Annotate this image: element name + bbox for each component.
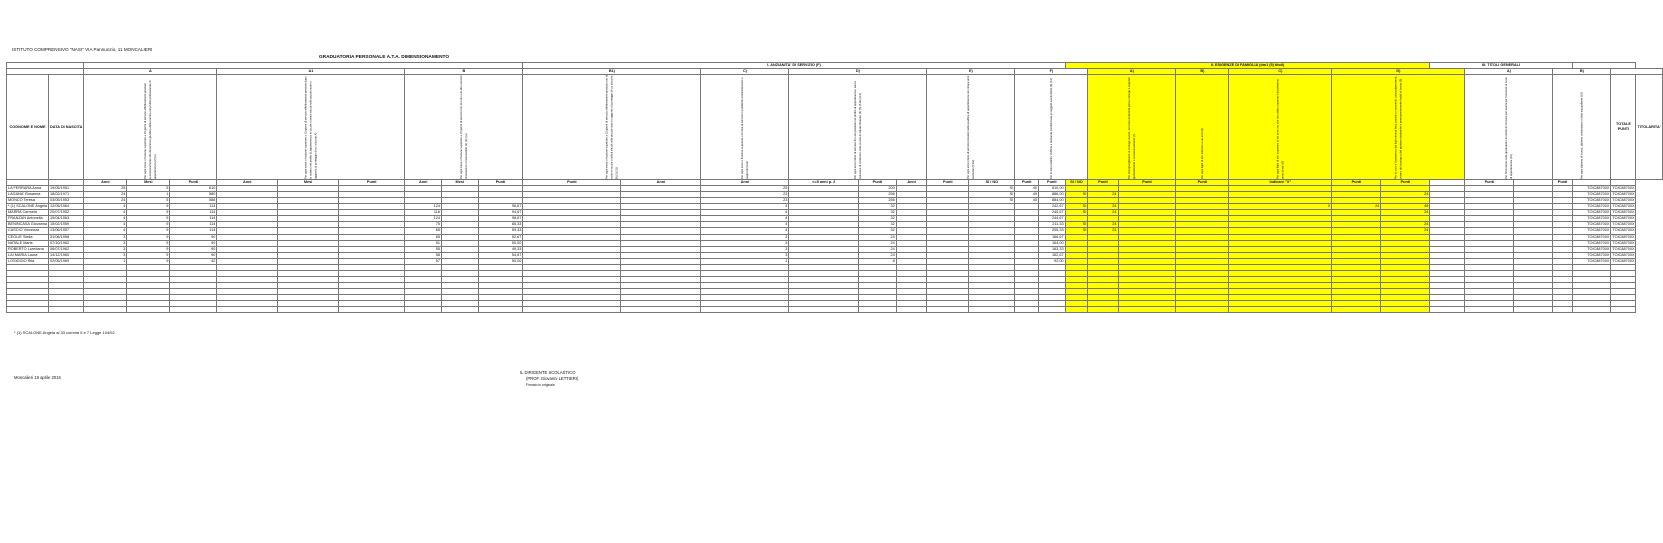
cell-f-punti: 40 — [1015, 186, 1039, 192]
cell-d-anni: 23 — [701, 192, 789, 198]
desc-b: Per ogni mese o frazione superiore a 15 giorni di servizio non di ruolo o di altro servizio riconosciuto o riconoscibile (3) (11) (a) — [405, 75, 523, 180]
subheader-punti: Punti — [1381, 180, 1430, 186]
signature-block — [520, 370, 578, 388]
desc-c: Per ogni anno o frazione superiore a 6 mesi di servizio in pubbliche amministrazioni o negli enti locali — [701, 75, 789, 180]
col-birth-header: DATA DI NASCITA — [49, 75, 84, 180]
cell-a-anni: 1 — [84, 258, 127, 264]
cell-empty — [1118, 307, 1176, 313]
signer-note: Firmato in originale — [526, 383, 555, 387]
cell-a-anni: 3 — [84, 240, 127, 246]
cell-name: FRANZAN Antonella — [7, 216, 49, 222]
cell-birth: 18/02/1971 — [49, 192, 84, 198]
cell-a-punti: 114 — [170, 204, 217, 210]
cell-name: NATALE Marie — [7, 240, 49, 246]
cell-ec-p — [1176, 307, 1229, 313]
cell-tot1: 162,67 — [1039, 252, 1066, 258]
col-b-label: B — [405, 69, 523, 75]
cell-a-mesi: 9 — [127, 204, 170, 210]
cell-name: LA FERRARA Anna — [7, 186, 49, 192]
col-eb-label: B) — [1176, 69, 1229, 75]
cell-tit — [1572, 307, 1611, 313]
cell-a-anni: 3 — [84, 234, 127, 240]
cell-empty — [278, 307, 339, 313]
cell-ea: SI — [1065, 210, 1088, 216]
cell-b-anni: 58 — [405, 252, 442, 258]
cell-opz: TOIC88700X — [1612, 258, 1635, 263]
footnote: * (1) SCALONE Angela al 33 comma 5 e 7 Legge 104/92 — [14, 330, 115, 335]
subheader-punti: Punti — [1118, 180, 1176, 186]
cell-birth — [49, 307, 84, 313]
cell-name: CASCIO Vincenza — [7, 228, 49, 234]
cell-a-mesi: 9 — [127, 234, 170, 240]
cell-a-punti: 588 — [170, 198, 217, 204]
cell-a-anni: 3 — [84, 252, 127, 258]
page-title: GRADUATORIA PERSONALE A.T.A. DIMENSIONAMENTO — [318, 55, 450, 60]
subheader-anni: Anni — [217, 180, 278, 186]
cell-name: CEGLIE Stella — [7, 234, 49, 240]
cell-birth: 15/04/1963 — [49, 216, 84, 222]
signer-name: (PROF. Giovanni LETTIERI) — [526, 376, 579, 381]
cell-a-anni: 4 — [84, 204, 127, 210]
cell-a-anni: 4 — [84, 210, 127, 216]
cell-ed — [1229, 307, 1332, 313]
cell-opz — [1611, 307, 1636, 313]
cell-opz: TOIC88700X — [1612, 186, 1635, 191]
subheader-punti: Punti — [1553, 180, 1572, 186]
cell-f: SI — [969, 198, 1015, 204]
cell-empty — [441, 307, 478, 313]
cell-a-anni: 25 — [84, 186, 127, 192]
cell-tit: TOIC88700X — [1572, 240, 1611, 246]
cell-d-punti: 200 — [859, 186, 897, 192]
col-tb-label: B) — [1553, 69, 1611, 75]
desc-ec: Per ogni figlio di eta' superiore ai sei anni, ma che non abbia superato il diciottesimo anno di eta' (8) — [1229, 75, 1332, 180]
col-titolarita-header: TITOLARITA' — [1636, 75, 1662, 180]
subheader-si: SI / NO — [969, 180, 1015, 186]
cell-d-punti — [859, 307, 897, 313]
cell-a-anni — [84, 307, 127, 313]
cell-ea: SI — [1065, 192, 1088, 198]
cell-name: ROBERTO Loredana — [7, 246, 49, 252]
cell-tot1: 164,00 — [1039, 240, 1066, 246]
cell-a-punti: 90 — [170, 234, 217, 240]
subheader-punti: Punti — [1465, 180, 1514, 186]
cell-tot1: 205,33 — [1039, 228, 1066, 234]
cell-empty — [896, 307, 927, 313]
col-a-label: A — [84, 69, 217, 75]
cell-a-anni: 24 — [84, 198, 127, 204]
cell-a-mesi: 9 — [127, 240, 170, 246]
cell-b-punti: 50,00 — [478, 258, 523, 264]
col-totale-header: TOTALE PUNTI — [1611, 75, 1636, 180]
cell-name: LOSIGGIO Rita — [7, 258, 49, 264]
cell-tot1: 884,00 — [1039, 198, 1066, 204]
cell-a-mesi — [127, 307, 170, 313]
cell-f-punti: 40 — [1015, 198, 1039, 204]
cell-a-mesi: 9 — [127, 246, 170, 252]
col-e-label: E) — [927, 69, 1015, 75]
subheader-punti: Punti — [523, 180, 621, 186]
cell-birth: 31/08/1958 — [49, 234, 84, 240]
cell-opz: TOIC88700X — [1612, 234, 1635, 239]
cell-tit: TOIC88700X — [1572, 216, 1611, 222]
subheader-punti: Punti — [478, 180, 523, 186]
cell-a-mesi: 1 — [127, 192, 170, 198]
cell-empty — [1430, 307, 1465, 313]
cell-b-anni: 124 — [405, 216, 442, 222]
cell-empty — [523, 307, 621, 313]
cell-birth: 02/05/1969 — [49, 258, 84, 264]
cell-f — [969, 307, 1015, 313]
subheader-punti: Punti — [1088, 180, 1118, 186]
desc-f: Per la sola mobilita' d'ufficio a domanda condizionata ai soggetti aventi diritto (6) (13) — [1015, 75, 1088, 180]
cell-ed-p: 24 — [1332, 204, 1381, 210]
cell-b-punti: 65,33 — [478, 222, 523, 228]
cell-a-punti: 114 — [170, 216, 217, 222]
cell-tot1: 211,33 — [1039, 222, 1066, 228]
cell-a-punti: 42 — [170, 258, 217, 264]
cell-name: MONCO Teresa — [7, 198, 49, 204]
subheader-punti: Punti — [338, 180, 404, 186]
cell-d-punti: 32 — [859, 210, 897, 216]
cell-birth: 19/05/1951 — [49, 186, 84, 192]
cell-a-mesi: 9 — [127, 258, 170, 264]
document-date: Moncalieri 19 aprile 2016 — [14, 375, 61, 380]
cell-birth: 12/05/1964 — [49, 204, 84, 210]
cell-b-anni: 124 — [405, 204, 442, 210]
cell-tit: TOIC88700X — [1572, 186, 1611, 192]
cell-tot1: 242,67 — [1039, 204, 1066, 210]
cell-d-anni: 4 — [701, 210, 789, 216]
cell-a-punti: 90 — [170, 246, 217, 252]
cell-tot-titoli: 24 — [1381, 192, 1430, 198]
cell-ed-p — [1332, 307, 1381, 313]
cell-a-punti: 610 — [170, 186, 217, 192]
cell-opz: TOIC88700X — [1612, 210, 1635, 215]
cell-ea: SI — [1065, 204, 1088, 210]
cell-ea-p: 24 — [1088, 222, 1118, 228]
subheader-punti: Punti — [927, 180, 969, 186]
cell-tot1: 886,00 — [1039, 192, 1066, 198]
cell-b-punti: 59,33 — [478, 228, 523, 234]
cell-tit: TOIC88700X — [1572, 210, 1611, 216]
cell-a-mesi: 5 — [127, 198, 170, 204]
cell-empty — [1553, 307, 1572, 313]
cell-a-punti: 114 — [170, 210, 217, 216]
cell-d-punti: 24 — [859, 252, 897, 258]
cell-tot-titoli: 24 — [1381, 228, 1430, 234]
cell-a-punti: 90 — [170, 252, 217, 258]
desc-b1: Per ogni mese o frazione superiore a 15 giorni di servizio effettivamente prestato non di ruolo in scuole o istituti situati nelle piccole isole in aggiunta al punteggio di cui al punto B) (3) (11) — [523, 75, 701, 180]
col-b1-label: B1) — [523, 69, 701, 75]
cell-a-punti: 114 — [170, 222, 217, 228]
cell-ea-p: 24 — [1088, 210, 1118, 216]
table-row — [7, 307, 1663, 313]
subheader-punti: Punti — [170, 180, 217, 186]
cell-opz: TOIC88700X — [1612, 198, 1635, 203]
col-d-label: D) — [789, 69, 927, 75]
cell-a-anni: 24 — [84, 192, 127, 198]
cell-d-anni: 4 — [701, 228, 789, 234]
cell-ea: SI — [1065, 228, 1088, 234]
subheader-anni: Anni — [701, 180, 789, 186]
subheader-indicare: Indicare "X" — [1229, 180, 1332, 186]
cell-tit: TOIC88700X — [1572, 204, 1611, 210]
cell-f: SI — [969, 186, 1015, 192]
cell-birth: 13/06/1957 — [49, 228, 84, 234]
subheader-anni: Anni — [896, 180, 927, 186]
cell-b-punti: 96,67 — [478, 204, 523, 210]
cell-ed: X — [1229, 204, 1332, 210]
cell-f-punti: 40 — [1015, 192, 1039, 198]
cell-b-punti: 98,67 — [478, 216, 523, 222]
col-ec-label: C) — [1229, 69, 1332, 75]
cell-d-anni: 23 — [701, 198, 789, 204]
cell-d-anni: 3 — [701, 246, 789, 252]
desc-d: Per ogni anno intero di servizio di ruolo prestato nel profilo di appartenenza, senza soluzione di continuita' nella scuola di attuale titolarita' (4) (5) (5 bis) (12) — [789, 75, 927, 180]
signer-role: IL DIRIGENTE SCOLASTICO — [520, 370, 576, 375]
cell-tit: TOIC88700X — [1572, 198, 1611, 204]
cell-b-anni: 55 — [405, 246, 442, 252]
subheader-punti: Punti — [1039, 180, 1066, 186]
cell-tit: TOIC88700X — [1572, 234, 1611, 240]
ranking-table — [6, 62, 1663, 313]
cell-birth: 15/02/1959 — [49, 222, 84, 228]
cell-a-mesi: 9 — [127, 216, 170, 222]
cell-name: * (1) SCALONE Angela — [8, 204, 48, 209]
cell-opz: TOIC88700X — [1612, 216, 1635, 221]
cell-f: SI — [969, 192, 1015, 198]
cell-d-punti: 8 — [859, 258, 897, 264]
cell-d-punti: 32 — [859, 222, 897, 228]
desc-a1: Per ogni mese o frazione superiore a 15 giorni di servizio effettivamente prestato dopo la nomina nel profilo di appartenenza in scuole o istituti situati nelle piccole isole in aggiunta al punteggio di cui al punto A) — [217, 75, 405, 180]
cell-e-punti — [927, 307, 969, 313]
cell-tit: TOIC88700X — [1572, 258, 1611, 264]
cell-opz: TOIC88700X — [1612, 252, 1635, 257]
cell-opz: TOIC88700X — [1612, 240, 1635, 245]
cell-a-mesi: 9 — [127, 210, 170, 216]
cell-a-punti: 580 — [170, 192, 217, 198]
cell-tit: TOIC88700X — [1572, 192, 1611, 198]
cell-tit: TOIC88700X — [1572, 228, 1611, 234]
cell-tot1: 240,67 — [1039, 210, 1066, 216]
cell-opz: TOIC88700X — [1612, 204, 1635, 209]
cell-ea-p: 24 — [1088, 192, 1118, 198]
cell-birth: 14/12/1960 — [49, 252, 84, 258]
subheader-mesi: Mesi — [441, 180, 478, 186]
col-a1-label: A1 — [217, 69, 405, 75]
cell-opz: TOIC88700X — [1612, 192, 1635, 197]
cell-b-punti: 94,67 — [478, 210, 523, 216]
cell-d-anni: 4 — [701, 216, 789, 222]
cell-empty — [338, 307, 404, 313]
cell-a-mesi: 9 — [127, 228, 170, 234]
cell-a-mesi: 9 — [127, 252, 170, 258]
cell-tot-titoli: 24 — [1381, 222, 1430, 228]
cell-a-punti: 90 — [170, 240, 217, 246]
subheader-anni: Anni — [405, 180, 442, 186]
cell-b-anni: 51 — [405, 240, 442, 246]
cell-name: BENINCASA Giovanna — [8, 222, 48, 227]
desc-ta: Per l'inclusione nella graduatoria di merito di concorsi per esami per l'accesso al ruolo di appartenenza (10) — [1465, 75, 1553, 180]
cell-d-punti: 24 — [859, 240, 897, 246]
cell-b-punti — [478, 307, 523, 313]
cell-tot1: 163,33 — [1039, 246, 1066, 252]
desc-e: Per ogni anno intero di servizio prestato nella qualifica di appartenenza nei cinque anni scolastici (5 bis) — [927, 75, 1015, 180]
col-f-label: F) — [1015, 69, 1088, 75]
cell-d-punti: 256 — [859, 198, 897, 204]
col-cognome-header: COGNOME E NOME — [7, 75, 49, 180]
cell-tit: TOIC88700X — [1572, 246, 1611, 252]
cell-b-anni: 57 — [405, 258, 442, 264]
desc-ed: Per la cura e l'assistenza dei figli minorati fisici, psichici o sensoriali, tossicodipendenti, ovvero del coniuge o del genitore totalmente e permanentemente inabili al lavoro (9) — [1332, 75, 1465, 180]
cell-ea-p: 24 — [1088, 204, 1118, 210]
cell-opz: TOIC88700X — [1612, 228, 1635, 233]
desc-ea: Per ricongiungimento al coniuge ovvero, nel caso di docenti senza coniuge o separati giudizialmente o consensualmente (7) — [1088, 75, 1176, 180]
col-ed-label: D) — [1332, 69, 1465, 75]
cell-birth: 06/07/1962 — [49, 246, 84, 252]
cell-d-anni: 3 — [701, 234, 789, 240]
cell-birth: 20/07/1952 — [49, 210, 84, 216]
cell-tot1: 610,00 — [1039, 186, 1066, 192]
cell-b-anni: 75 — [405, 222, 442, 228]
subheader-punti: Punti — [1332, 180, 1381, 186]
subheader-si: SI / NO — [1065, 180, 1088, 186]
cell-tot1: 92,00 — [1039, 258, 1066, 264]
cell-tot-titoli: 48 — [1381, 204, 1430, 210]
subheader-dal5: <=5 anni p. 2 — [789, 180, 859, 186]
cell-ea-p: 24 — [1088, 228, 1118, 234]
subheader-anni: Anni — [621, 180, 701, 186]
cell-name: MARRA Carmela — [7, 210, 49, 216]
cell-empty — [1465, 307, 1514, 313]
cell-opz: TOIC88700X — [1612, 246, 1635, 251]
col-c-label: C) — [701, 69, 789, 75]
cell-d-anni: 3 — [701, 252, 789, 258]
cell-tit: TOIC88700X — [1572, 222, 1611, 228]
cell-name: LAGANA' Rosanna — [7, 192, 49, 198]
cell-birth: 07/10/1962 — [49, 240, 84, 246]
cell-tot1: 244,67 — [1039, 216, 1066, 222]
school-header: ISTITUTO COMPRENSIVO "NASI" VIA Pannunzio, 11 MONCALIERI — [12, 47, 153, 52]
col-ea-label: A) — [1088, 69, 1176, 75]
subheader-punti: Punti — [1176, 180, 1229, 186]
cell-name: LAI MARIA Laura — [7, 252, 49, 258]
group-anzianita: I. ANZIANITA' DI SERVIZIO (F) — [523, 63, 1065, 69]
cell-tot-titoli: 24 — [1381, 210, 1430, 216]
cell-tot-titoli — [1381, 307, 1430, 313]
cell-d-punti: 32 — [859, 204, 897, 210]
cell-b-punti: 52,67 — [478, 234, 523, 240]
cell-d-anni: 25 — [701, 186, 789, 192]
cell-a-punti — [170, 307, 217, 313]
cell-a-anni: 4 — [84, 228, 127, 234]
cell-empty — [789, 307, 859, 313]
cell-tot1: 166,67 — [1039, 234, 1066, 240]
subheader-anni: Anni — [84, 180, 127, 186]
cell-b-punti: 54,67 — [478, 252, 523, 258]
cell-b-anni: 65 — [405, 228, 442, 234]
cell-d-punti: 24 — [859, 234, 897, 240]
cell-d-anni: 3 — [701, 240, 789, 246]
cell-b-anni: 65 — [405, 234, 442, 240]
group-titoli: III. TITOLI GENERALI — [1430, 63, 1572, 69]
cell-a-punti: 114 — [170, 228, 217, 234]
cell-b-punti: 50,00 — [478, 240, 523, 246]
subheader-mesi: Mesi — [278, 180, 339, 186]
cell-d-anni: 4 — [701, 222, 789, 228]
cell-d-punti: 32 — [859, 228, 897, 234]
cell-a-mesi: 5 — [127, 186, 170, 192]
cell-a-anni: 3 — [84, 246, 127, 252]
cell-opz: TOIC88700X — [1612, 222, 1635, 227]
cell-b-anni: 116 — [405, 210, 442, 216]
cell-b-punti: 49,33 — [478, 246, 523, 252]
col-ta-label: A) — [1465, 69, 1553, 75]
cell-f-punti — [1015, 307, 1039, 313]
cell-a-anni: 4 — [84, 222, 127, 228]
cell-d-punti: 256 — [859, 192, 897, 198]
group-esigenze: II. ESIGENZE DI FAMIGLIA (dm1 (5) titoli) — [1065, 63, 1430, 69]
cell-d-anni: 4 — [701, 204, 789, 210]
cell-b-anni — [405, 307, 442, 313]
desc-tb: Per ogni diploma di laurea, diploma universitario o titolo equipollente (10) — [1553, 75, 1611, 180]
cell-d-punti: 24 — [859, 246, 897, 252]
cell-ea — [1065, 307, 1088, 313]
cell-d-anni: 1 — [701, 258, 789, 264]
cell-empty — [217, 307, 278, 313]
cell-a-mesi: 9 — [127, 222, 170, 228]
cell-a-anni: 4 — [84, 216, 127, 222]
cell-d-anni — [701, 307, 789, 313]
cell-birth: 03/05/1953 — [49, 198, 84, 204]
cell-tit: TOIC88700X — [1572, 252, 1611, 258]
desc-eb: Per ogni figlio di eta' inferiore a sei anni (8) — [1176, 75, 1229, 180]
subheader-punti: Punti — [859, 180, 897, 186]
cell-name — [7, 307, 49, 313]
cell-c-anni — [621, 307, 701, 313]
cell-tot1 — [1039, 307, 1066, 313]
cell-d-punti: 32 — [859, 216, 897, 222]
desc-a: Per ogni mese o frazione superiore a 15 giorni di servizio effettivamente prestato successivamente alla decorrenza giuridica della nomina nel profilo professionale di appartenenza (2) (a) — [84, 75, 217, 180]
cell-ea: SI — [1065, 222, 1088, 228]
cell-empty — [1514, 307, 1553, 313]
subheader-mesi: Mesi — [127, 180, 170, 186]
subheader-punti: Punti — [1015, 180, 1039, 186]
cell-ea-p — [1088, 307, 1118, 313]
